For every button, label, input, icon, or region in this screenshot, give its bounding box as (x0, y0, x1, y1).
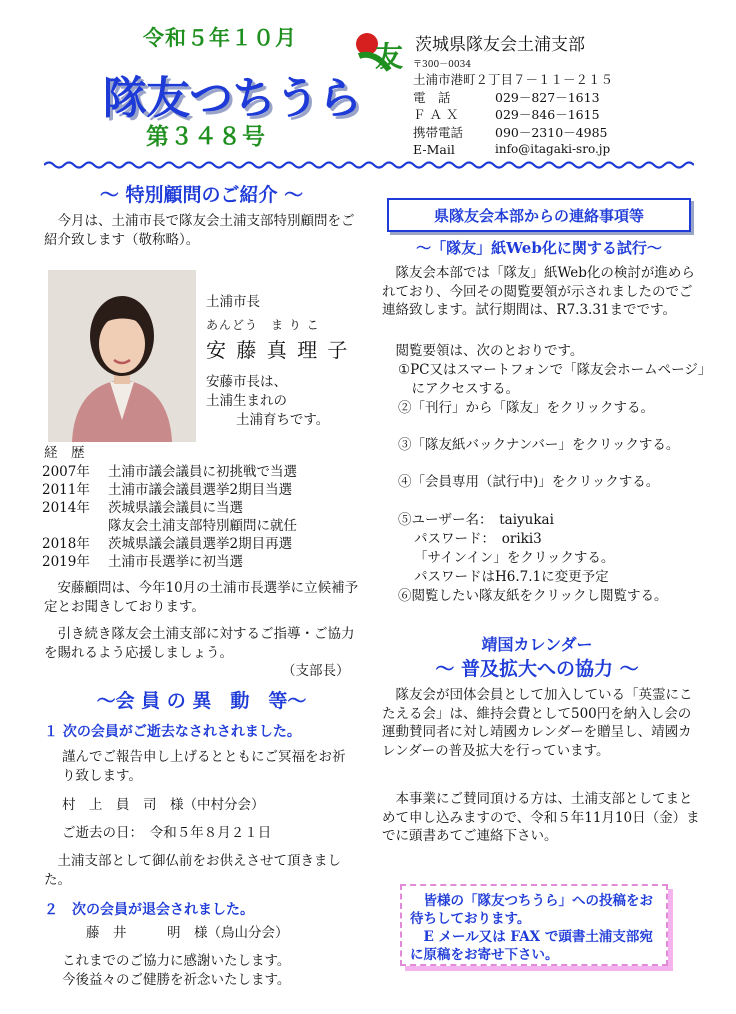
postal-code: 〒300－0034 (413, 60, 472, 70)
contact-email: E-Mail info@itagaki-sro.jp (413, 142, 611, 157)
advisor-closing-1: 安藤顧問は、今年10月の土浦市長選挙に立候補予定とお聞きしております。 (44, 580, 359, 615)
submission-box (400, 884, 668, 966)
advisor-name: 安 藤 真 理 子 (206, 338, 350, 362)
members-section-title: ～会 員 の 異 動 等～ (96, 690, 307, 712)
members-item2-text-2: 今後益々のご健勝を祈念いたします。 (62, 972, 291, 988)
calendar-subtitle: ～ 普及拡大への協力 ～ (435, 658, 639, 680)
advisor-note-2: 土浦生まれの (206, 393, 287, 409)
step-2: ②「刊行」から「隊友」をクリックする。 (398, 400, 654, 416)
advisor-section-title: ～ 特別顧問のご紹介 ～ (99, 184, 304, 206)
issue-number: 第３４８号 (146, 124, 266, 150)
members-item2-name: 藤 井 明 様（鳥山分会） (86, 925, 289, 941)
address: 土浦市港町２丁目７－１１－２１５ (413, 72, 614, 87)
advisor-note-3: 土浦育ちです。 (236, 412, 330, 428)
career-row: 2007年 土浦市議会議員に初挑戦で当選 (42, 464, 297, 480)
career-heading: 経 歴 (44, 445, 85, 461)
career-row: 2014年 茨城県議会議員に当選 (42, 500, 243, 516)
step-4: ④「会員専用（試行中)」をクリックする。 (398, 474, 660, 490)
members-item1-note: 土浦支部として御仏前をお供えさせて頂きました。 (44, 853, 341, 888)
wavy-divider (44, 160, 694, 170)
submission-line-2: E メール又は FAX で頭書土浦支部宛に原稿をお寄せ下さい。 (410, 929, 653, 963)
career-row: 隊友会土浦支部特別顧問に就任 (108, 518, 297, 534)
members-item1-heading: １ 次の会員がご逝去なされされました。 (44, 724, 301, 740)
members-item1-name: 村 上 員 司 様（中村分会） (62, 797, 265, 813)
step-5-signin: 「サインイン」をクリックする。 (414, 550, 615, 566)
career-row: 2011年 土浦市議会議員選挙2期目当選 (42, 482, 293, 498)
hq-notice-box: 県隊友会本部からの連絡事項等 (387, 198, 691, 232)
portrait-image (48, 270, 196, 442)
career-row: 2019年 土浦市長選挙に初当選 (42, 554, 243, 570)
calendar-para-1: 隊友会が団体会員として加入している「英霊にこたえる会」は、維持会費として500円を納入し会の運動賛同者に対し靖國カレンダーを贈呈し、靖國カレンダーの普及拡大を行っています。 (382, 687, 693, 759)
advisor-reading: あんどう ま り こ (206, 318, 320, 332)
calendar-title: 靖国カレンダー (481, 635, 593, 654)
organization-name: 茨城県隊友会土浦支部 (415, 35, 585, 55)
hq-notice-para-2: 閲覧要領は、次のとおりです。 (395, 343, 584, 359)
issue-date: 令和５年１０月 (143, 26, 297, 50)
step-5-password: パスワード： oriki3 (414, 531, 542, 547)
members-item2-text-1: これまでのご協力に感謝いたします。 (62, 953, 291, 969)
advisor-note-1: 安藤市長は、 (206, 374, 287, 390)
contact-mobile: 携帯電話 090－2310－4985 (413, 124, 608, 140)
members-item1-text: 謹んでご報告申し上げるとともにご冥福をお祈り致します。 (62, 749, 346, 784)
career-row: 2018年 茨城県議会議員選挙2期目再選 (42, 536, 293, 552)
logo-icon (355, 30, 407, 72)
step-6: ⑥閲覧したい隊友紙をクリックし閲覧する。 (398, 588, 668, 604)
advisor-closing-2: 引き続き隊友会土浦支部に対するご指導・ご協力を賜れるよう応援しましょう。 (44, 626, 355, 661)
members-item2-heading: ２ 次の会員が退会されました。 (44, 902, 254, 918)
step-5-note: パスワードはH6.7.1に変更予定 (414, 569, 609, 585)
career-table (42, 463, 297, 571)
newsletter-title: 隊友つちうら (103, 73, 361, 124)
contact-phone: 電 話 029－827－1613 (413, 89, 600, 105)
logo-text: 友 (375, 40, 404, 72)
members-item1-date: ご逝去の日： 令和５年８月２１日 (62, 825, 272, 841)
logo (355, 30, 407, 72)
hq-notice-para-1: 隊友会本部では「隊友」紙Web化の検討が進められており、今回その閲覧要領が示されましたのでご連絡致します。試行期間は、R7.3.31までです。 (382, 265, 695, 318)
step-3: ③「隊友紙バックナンバー」をクリックする。 (398, 437, 680, 453)
contact-fax: Ｆ Ａ Ｘ 029－846－1615 (413, 107, 600, 122)
calendar-para-2: 本事業にご賛同頂ける方は、土浦支部としてまとめて申し込みますので、令和５年11月10日（金）までに頭書あてご連絡下さい。 (382, 791, 700, 844)
advisor-position: 土浦市長 (206, 294, 260, 310)
advisor-signature: （支部長） (282, 663, 350, 679)
submission-line-1: 皆様の「隊友つちうら」への投稿をお待ちしております。 (410, 893, 653, 927)
step-1: ①PC又はスマートフォンで「隊友会ホームページ」にアクセスする。 (398, 362, 712, 397)
step-5-user: ⑤ユーザー名： taiyukai (398, 512, 554, 528)
hq-notice-subtitle: ～「隊友」紙Web化に関する試行～ (416, 239, 662, 257)
advisor-intro: 今月は、土浦市長で隊友会土浦支部特別顧問をご紹介致します（敬称略）。 (44, 213, 355, 248)
advisor-photo (48, 270, 196, 442)
contact-block (413, 60, 613, 159)
